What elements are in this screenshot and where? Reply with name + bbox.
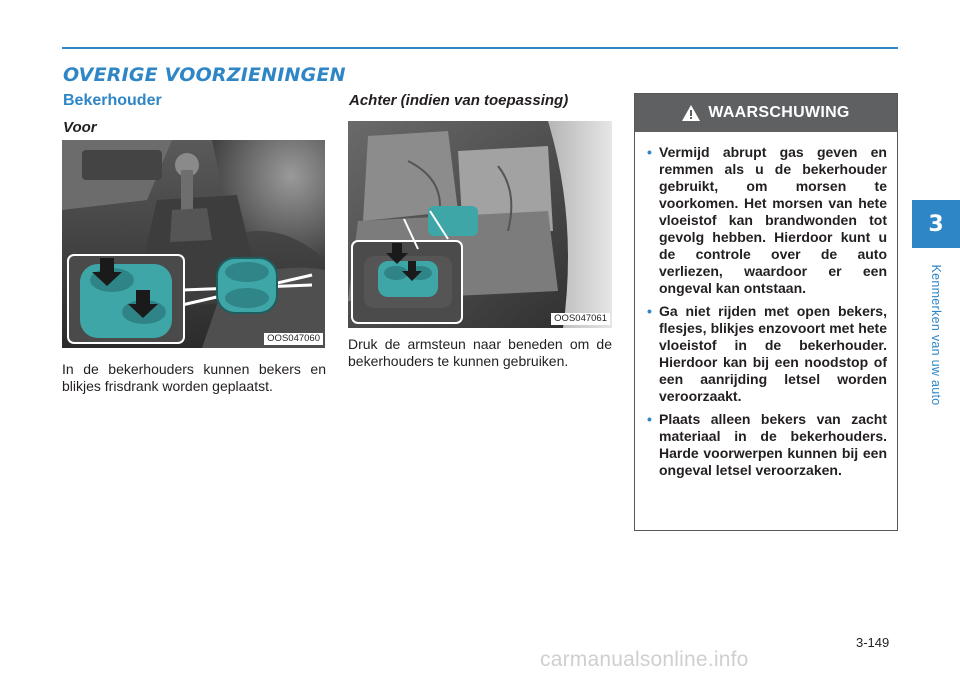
warning-item: • Ga niet rijden met open bekers, flesjes, blikjes enzovoort met hete vloeistof in de bekerhouder. Hierdoor kan bij een noodstop of een aanrijding letsel worden veroorzaakt. (647, 303, 887, 404)
warning-header (635, 94, 897, 132)
warning-item: • Vermijd abrupt gas geven en remmen als u de bekerhouder gebruikt, om morsen te voorkomen. Het morsen van hete vloeistof kan brandwonden tot gevolg hebben. Hierdoor kunt u de controle over de auto verliezen, waardoor er een ongeval kan ontstaan. (647, 144, 887, 296)
top-rule (62, 47, 898, 49)
bullet-icon: • (647, 144, 652, 160)
warning-title: WAARSCHUWING (708, 104, 850, 121)
bullet-icon: • (647, 303, 652, 319)
front-image-code: OOS047060 (264, 333, 323, 345)
chapter-label: Kenmerken van uw auto (929, 264, 943, 406)
watermark: carmanualsonline.info (540, 648, 749, 671)
front-cupholder-photo (62, 140, 325, 348)
section-title: OVERIGE VOORZIENINGEN (63, 64, 346, 86)
chapter-tab: 3 (912, 200, 960, 248)
rear-cupholder-photo (348, 121, 612, 328)
rear-image-code: OOS047061 (551, 313, 610, 325)
front-description: In de bekerhouders kunnen bekers en blikjes frisdrank worden geplaatst. (62, 361, 326, 394)
rear-description: Druk de armsteun naar beneden om de bekerhouders te kunnen gebruiken. (348, 336, 612, 369)
warning-triangle-icon (682, 105, 700, 121)
page-number: 3-149 (856, 635, 890, 650)
rear-heading: Achter (indien van toepassing) (349, 92, 569, 109)
front-heading: Voor (63, 119, 97, 136)
bullet-icon: • (647, 411, 652, 427)
warning-box (634, 93, 898, 531)
warning-list (635, 132, 897, 479)
warning-item: • Plaats alleen bekers van zacht materiaal in de bekerhouders. Harde voorwerpen kunnen bij een ongeval letsel veroorzaken. (647, 411, 887, 478)
subsection-title: Bekerhouder (63, 92, 162, 109)
